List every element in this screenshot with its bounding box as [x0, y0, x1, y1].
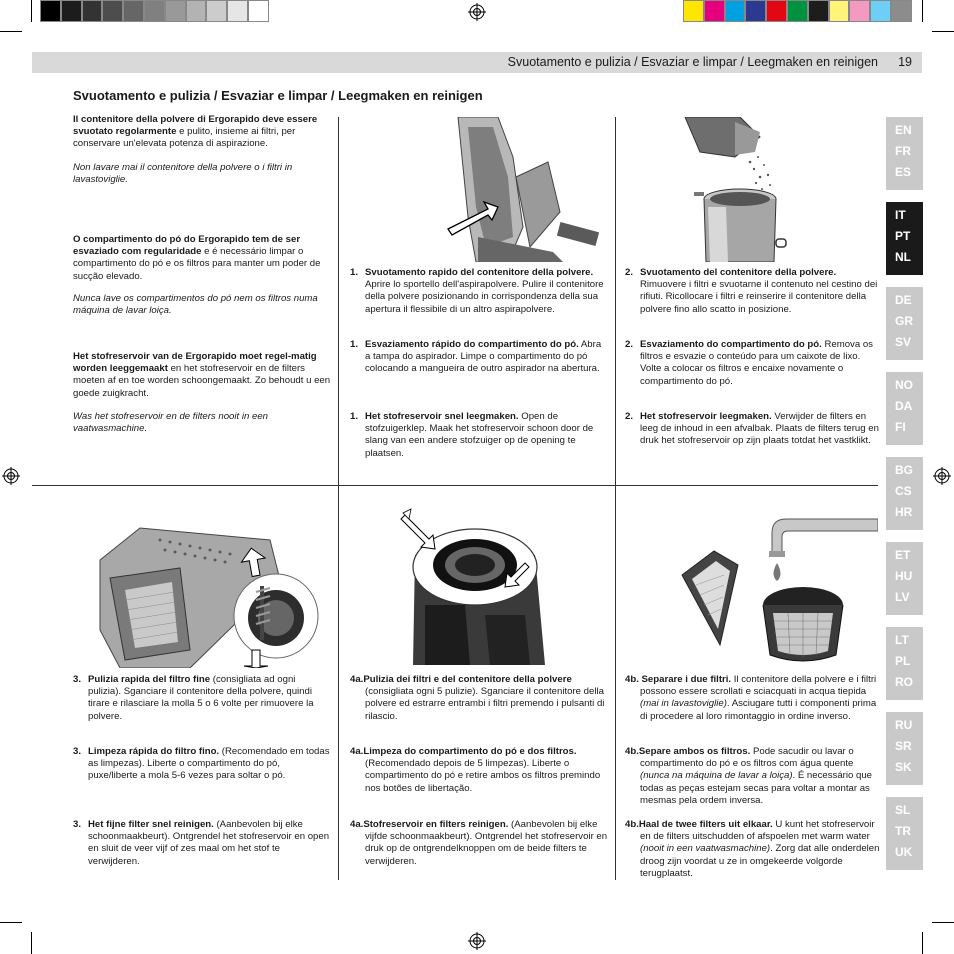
step-4b-nl	[625, 819, 881, 880]
color-swatch	[808, 0, 829, 22]
language-code-da: DA	[895, 399, 913, 413]
column-divider	[615, 486, 616, 880]
intro-pt-note	[73, 293, 331, 317]
step-number: 3.	[73, 746, 82, 757]
step-1-it-text: Aprire lo sportello dell'aspirapolvere. Pulire il contenitore della polvere posizionando in corrispondenza della sua apertura il flessibile di un altro aspirapolvere.	[365, 279, 604, 315]
step-4b-pt-heading: 4b.Separe ambos os filtros.	[625, 746, 751, 757]
intro-nl-note	[73, 411, 331, 435]
crop-mark	[922, 932, 923, 954]
language-tab-et-hu-lv[interactable]	[886, 542, 923, 615]
illustration-release-filters	[395, 505, 555, 665]
color-swatch	[82, 0, 103, 22]
language-tab-bg-cs-hr[interactable]	[886, 457, 923, 530]
color-swatch	[186, 0, 207, 22]
language-code-nl: NL	[895, 250, 911, 264]
color-swatch	[61, 0, 82, 22]
intro-it-bold: Il contenitore della polvere di Ergorapido deve essere svuotato regolarmente	[73, 114, 318, 138]
step-number: 2.	[625, 411, 634, 422]
color-swatch	[766, 0, 787, 22]
column-divider	[338, 486, 339, 880]
language-code-sr: SR	[895, 739, 912, 753]
step-3-it-text: (consigliata ad ogni pulizia). Sganciare il contenitore della polvere, quindi tirare e rilasciare la molla 5 o 6 volte per rimuovere la polvere.	[88, 674, 314, 722]
step-2-it-heading: Svuotamento del contenitore della polvere.	[640, 267, 837, 278]
color-swatch	[248, 0, 269, 22]
language-tab-lt-pl-ro[interactable]	[886, 627, 923, 700]
language-code-lt: LT	[895, 633, 909, 647]
step-2-it-text: Rimuovere i filtri e svuotarne il contenuto nel cestino dei rifiuti. Ricollocare i filtri e reinserire il contenitore della polvere fino allo scatto in posizione.	[640, 279, 878, 315]
language-code-ro: RO	[895, 675, 913, 689]
step-number: 1.	[350, 411, 359, 422]
step-4a-nl-heading: 4a.Stofreservoir en filters reinigen.	[350, 819, 509, 830]
language-code-hr: HR	[895, 505, 913, 519]
language-code-bg: BG	[895, 463, 913, 477]
step-2-nl-text: Verwijder de filters en leeg de inhoud in een afvalbak. Plaats de filters terug en druk het stofreservoir op zijn plaats totdat het vastklikt.	[640, 411, 879, 447]
step-1-pt-text: Abra a tampa do aspirador. Limpe o compartimento do pó colocando a mangueira de outro aspirador na abertura.	[365, 339, 602, 375]
language-code-es: ES	[895, 165, 912, 179]
step-3-it	[73, 674, 331, 723]
step-3-it-heading: Pulizia rapida del filtro fine	[88, 674, 211, 685]
step-4b-it	[625, 674, 881, 723]
intro-nl-bold: Het stofreservoir van de Ergorapido moet regel-matig worden leeggemaakt	[73, 351, 317, 375]
language-code-gr: GR	[895, 314, 913, 328]
crop-mark	[932, 31, 954, 32]
step-1-nl	[350, 411, 608, 460]
language-code-ru: RU	[895, 718, 913, 732]
illustration-fine-filter-spring	[80, 520, 320, 668]
intro-it-note	[73, 162, 331, 186]
crop-mark	[922, 0, 923, 22]
intro-nl-text: en het stofreservoir en de filters moeten af en toe worden schoongemaakt. Zo behoudt u een goede zuigkracht.	[73, 363, 331, 399]
page-title: Svuotamento e pulizia / Esvaziar e limpar / Leegmaken en reinigen	[73, 88, 483, 103]
step-2-pt-text: Remova os filtros e esvazie o conteúdo para um caixote de lixo. Volte a colocar os filtros e encaixe novamente o compartimento do pó.	[640, 339, 873, 387]
registration-mark-icon	[468, 932, 486, 950]
language-code-fi: FI	[895, 420, 906, 434]
step-number: 2.	[625, 339, 634, 350]
color-swatch	[227, 0, 248, 22]
language-tab-no-da-fi[interactable]	[886, 372, 923, 445]
step-2-nl-heading: Het stofreservoir leegmaken.	[640, 411, 772, 422]
step-number: 1.	[350, 267, 359, 278]
step-1-it-heading: Svuotamento rapido del contenitore della polvere.	[365, 267, 594, 278]
language-code-uk: UK	[895, 845, 913, 859]
color-swatch	[829, 0, 850, 22]
illustration-rinse-filters	[668, 505, 878, 665]
step-4b-it-text: Il contenitore della polvere e i filtri possono essere scrollati e sciacquati in acqua tiepida	[640, 674, 877, 698]
step-number: 2.	[625, 267, 634, 278]
step-4a-pt-heading: 4a.Limpeza do compartimento do pó e dos filtros.	[350, 746, 577, 757]
step-4b-pt-text-end: . É necessário que todas as peças estejam secas para voltar a montar as mesmas pela ordem inversa.	[640, 770, 872, 806]
intro-pt-note-text: Nunca lave os compartimentos do pó nem os filtros numa máquina de lavar loiça.	[73, 293, 318, 317]
step-4b-nl-text-end: . Zorg dat alle onderdelen droog zijn voordat u ze in omgekeerde volgorde terugplaatst.	[640, 843, 880, 879]
color-swatch	[206, 0, 227, 22]
step-4a-nl	[350, 819, 608, 868]
crop-mark	[932, 922, 954, 923]
step-4b-nl-text: U kunt het stofreservoir en de filters uitschudden of afspoelen met warm water	[640, 819, 875, 843]
step-4a-nl-text: (Aanbevolen bij elke vijfde schoonmaakbeurt). Ontgrendel het stofreservoir en druk op de ontgrendelknoppen om de beide filters te verwijderen.	[365, 819, 608, 867]
step-4b-nl-heading: 4b.Haal de twee filters uit elkaar.	[625, 819, 773, 830]
color-swatch	[787, 0, 808, 22]
color-swatch	[144, 0, 165, 22]
intro-pt-bold: O compartimento do pó do Ergorapido tem de ser esvaziado com regularidade	[73, 234, 301, 258]
language-code-tr: TR	[895, 824, 911, 838]
language-tab-de-gr-sv[interactable]	[886, 287, 923, 360]
step-2-nl	[625, 411, 881, 448]
color-swatch	[165, 0, 186, 22]
language-tab-sl-tr-uk[interactable]	[886, 797, 923, 870]
step-number: 3.	[73, 674, 82, 685]
intro-nl-note-text: Was het stofreservoir en de filters nooit in een vaatwasmachine.	[73, 411, 268, 435]
color-swatch	[849, 0, 870, 22]
step-4b-it-heading: 4b. Separare i due filtri.	[625, 674, 732, 685]
intro-it	[73, 114, 331, 151]
step-2-pt	[625, 339, 881, 388]
step-number: 1.	[350, 339, 359, 350]
language-code-sk: SK	[895, 760, 912, 774]
step-4a-pt	[350, 746, 608, 795]
language-code-lv: LV	[895, 590, 910, 604]
color-swatch	[40, 0, 61, 22]
language-code-en: EN	[895, 123, 912, 137]
intro-it-note-text: Non lavare mai il contenitore della polvere o i filtri in lavastoviglie.	[73, 162, 293, 186]
language-code-cs: CS	[895, 484, 912, 498]
step-3-pt-heading: Limpeza rápida do filtro fino.	[88, 746, 220, 757]
step-4a-pt-text: (Recomendado depois de 5 limpezas). Liberte o compartimento do pó e retire ambos os filtros premindo nos botões de libertação.	[365, 758, 601, 794]
illustration-open-vacuum-lid	[348, 117, 610, 262]
language-code-pl: PL	[895, 654, 911, 668]
row-divider	[32, 485, 878, 486]
language-code-it: IT	[895, 208, 906, 222]
registration-mark-icon	[468, 3, 486, 21]
grayscale-color-bar	[40, 0, 269, 22]
language-code-pt: PT	[895, 229, 911, 243]
color-swatch	[102, 0, 123, 22]
crop-mark	[0, 922, 22, 923]
column-divider	[338, 117, 339, 485]
step-1-nl-heading: Het stofreservoir snel leegmaken.	[365, 411, 519, 422]
step-1-it	[350, 267, 608, 316]
language-tab-it-pt-nl[interactable]	[886, 202, 923, 275]
step-4b-it-note: (mai in lavastoviglie)	[640, 698, 727, 710]
language-tab-en-fr-es[interactable]	[886, 117, 923, 190]
step-3-pt	[73, 746, 331, 783]
language-code-sl: SL	[895, 803, 911, 817]
step-2-pt-heading: Esvaziamento do compartimento do pó.	[640, 339, 822, 350]
registration-mark-icon	[2, 467, 20, 485]
step-3-nl-text: (Aanbevolen bij elke schoonmaakbeurt). Ontgrendel het stofreservoir en open en sluit de veer vijf of zes maal om het stof te verwijderen.	[88, 819, 330, 867]
intro-pt	[73, 234, 331, 283]
crop-mark	[31, 0, 32, 22]
process-color-bar	[683, 0, 912, 22]
language-code-de: DE	[895, 293, 912, 307]
step-4a-it-heading: 4a.Pulizia dei filtri e del contenitore della polvere	[350, 674, 572, 685]
language-code-hu: HU	[895, 569, 913, 583]
color-swatch	[704, 0, 725, 22]
step-3-nl	[73, 819, 331, 868]
step-1-pt	[350, 339, 608, 376]
color-swatch	[891, 0, 912, 22]
step-4b-pt	[625, 746, 881, 807]
intro-it-text: e pulito, insieme ai filtri, per conservare un'elevata potenza di aspirazione.	[73, 126, 296, 150]
step-1-pt-heading: Esvaziamento rápido do compartimento do pó.	[365, 339, 579, 350]
step-4b-it-text-end: . Asciugare tutti i componenti prima di procedere al loro rimontaggio in ordine inverso.	[640, 698, 877, 722]
color-swatch	[123, 0, 144, 22]
language-tab-ru-sr-sk[interactable]	[886, 712, 923, 785]
registration-mark-icon	[933, 467, 951, 485]
step-4a-it-text: (consigliata ogni 5 pulizie). Sganciare il contenitore della polvere ed estrarre entrambi i filtri premendo i pulsanti di rilascio.	[365, 686, 605, 722]
intro-pt-text: e é necessário limpar o compartimento do pó e os filtros para manter um poder de sucção elevado.	[73, 246, 321, 282]
language-code-et: ET	[895, 548, 911, 562]
step-number: 3.	[73, 819, 82, 830]
step-1-nl-text: Open de stofzuigerklep. Maak het stofreservoir schoon door de slang van een andere stofzuiger op de opening te plaatsen.	[365, 411, 594, 459]
step-4a-it	[350, 674, 608, 723]
step-4b-nl-note: (nooit in een vaatwasmachine)	[640, 843, 771, 855]
color-swatch	[870, 0, 891, 22]
language-code-sv: SV	[895, 335, 912, 349]
crop-mark	[31, 932, 32, 954]
step-4b-pt-text: Pode sacudir ou lavar o compartimento do pó e os filtros com água quente	[640, 746, 854, 770]
color-swatch	[725, 0, 746, 22]
step-2-it	[625, 267, 881, 316]
column-divider	[615, 117, 616, 485]
crop-mark	[0, 31, 22, 32]
color-swatch	[745, 0, 766, 22]
language-code-no: NO	[895, 378, 913, 392]
running-header	[32, 52, 922, 73]
language-code-fr: FR	[895, 144, 911, 158]
running-title: Svuotamento e pulizia / Esvaziar e limpar / Leegmaken en reinigen	[507, 55, 878, 69]
step-3-pt-text: (Recomendado em todas as limpezas). Liberte o compartimento do pó, puxe/liberte a mola 5-6 vezes para soltar o pó.	[88, 746, 330, 782]
intro-nl	[73, 351, 331, 400]
step-3-nl-heading: Het fijne filter snel reinigen.	[88, 819, 214, 830]
illustration-emptying-bin	[680, 117, 820, 262]
step-4b-pt-note: (nunca na máquina de lavar a loiça)	[640, 770, 793, 782]
color-swatch	[683, 0, 704, 22]
page-number: 19	[898, 55, 912, 69]
